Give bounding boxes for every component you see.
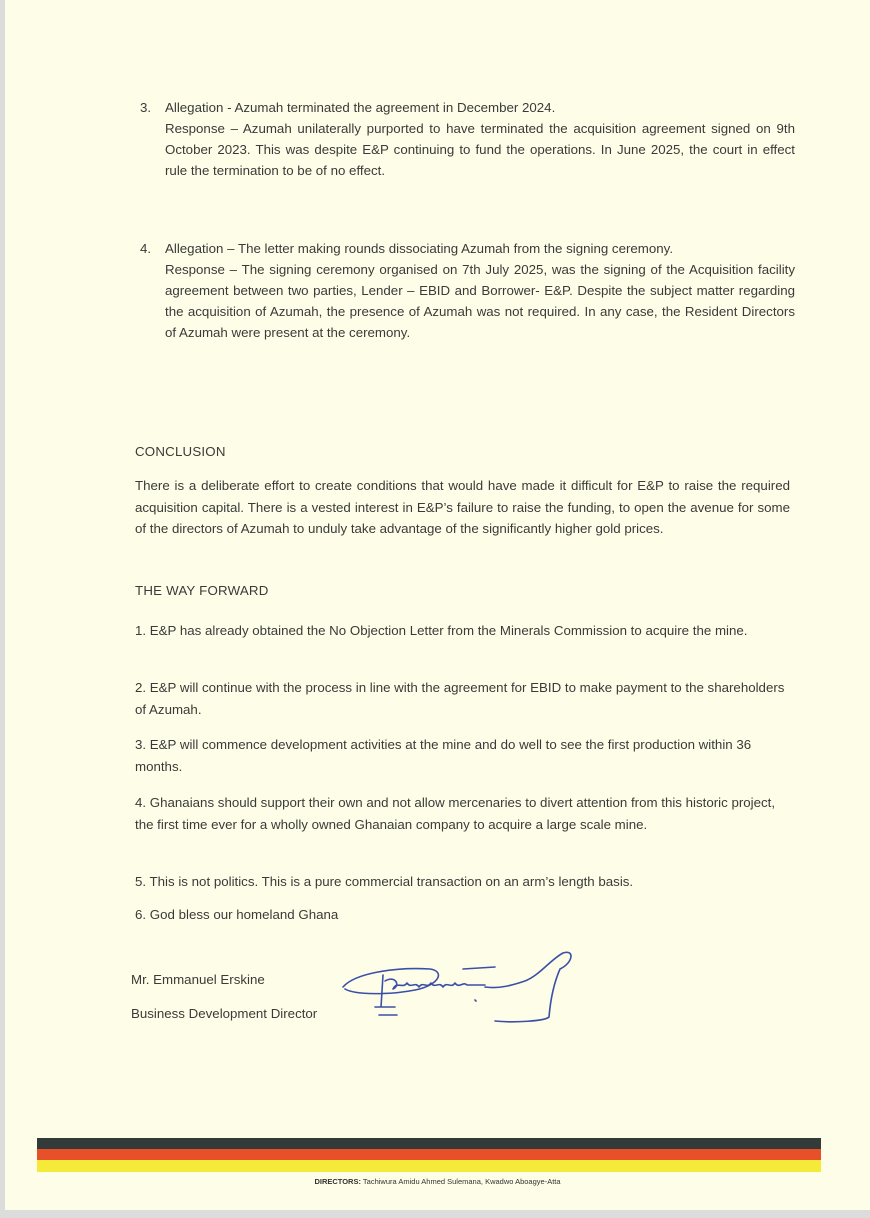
signature-stroke: [475, 1000, 476, 1001]
signatory-name: Mr. Emmanuel Erskine: [131, 972, 265, 987]
allegation-item: [140, 238, 795, 343]
allegation-item: [140, 97, 795, 181]
way-forward-item: 3. E&P will commence development activities at the mine and do well to see the first production within 36 months.: [135, 737, 752, 774]
footer-stripe-red: [37, 1149, 821, 1160]
signatory-title: Business Development Director: [131, 1006, 318, 1021]
way-forward-item: 6. God bless our homeland Ghana: [135, 907, 339, 922]
way-forward-item: 2. E&P will continue with the process in line with the agreement for EBID to make payment to the shareholders of Azumah.: [135, 680, 785, 717]
signature-stroke: [485, 952, 571, 1021]
footer-stripe-black: [37, 1138, 821, 1149]
allegation-text: Allegation – The letter making rounds dissociating Azumah from the signing ceremony.: [165, 241, 674, 256]
directors-label: DIRECTORS:: [314, 1177, 361, 1186]
signature-image: [335, 945, 585, 1035]
signature-stroke: [343, 969, 438, 994]
way-forward-item: 5. This is not politics. This is a pure commercial transaction on an arm’s length basis.: [135, 874, 634, 889]
footer-stripe-yellow: [37, 1160, 821, 1172]
response-text: Response – The signing ceremony organised on 7th July 2025, was the signing of the Acquisition facility agreement between two parties, Lender – EBID and Borrower- E&P. Despite the subject matter regarding the acquisition of Azumah, the presence of Azumah was not required. In any case, the Resident Directors of Azumah were present at the ceremony.: [165, 262, 795, 340]
document-page: [5, 0, 870, 1210]
conclusion-heading: CONCLUSION: [135, 444, 226, 459]
way-forward-item: 4. Ghanaians should support their own and not allow mercenaries to divert attention from this historic project, the first time ever for a wholly owned Ghanaian company to acquire a large scale mine.: [135, 795, 776, 832]
item-number: 4.: [140, 241, 152, 256]
directors-names: Tachiwura Amidu Ahmed Sulemana, Kwadwo Aboagye-Atta: [362, 1177, 561, 1186]
directors-line: [5, 1177, 870, 1186]
response-text: Response – Azumah unilaterally purported to have terminated the acquisition agreement signed on 9th October 2023. This was despite E&P continuing to fund the operations. In June 2025, the court in effect rule the termination to be of no effect.: [165, 121, 795, 178]
allegation-text: Allegation - Azumah terminated the agreement in December 2024.: [165, 100, 556, 115]
conclusion-paragraph: There is a deliberate effort to create conditions that would have made it difficult for E&P to raise the required acquisition capital. There is a vested interest in E&P’s failure to raise the funding, to open the avenue for some of the directors of Azumah to unduly take advantage of the significantly higher gold prices.: [135, 478, 790, 536]
signature-stroke: [463, 967, 495, 969]
way-forward-heading: THE WAY FORWARD: [135, 583, 269, 598]
way-forward-item: 1. E&P has already obtained the No Objection Letter from the Minerals Commission to acquire the mine.: [135, 623, 748, 638]
item-number: 3.: [140, 100, 152, 115]
